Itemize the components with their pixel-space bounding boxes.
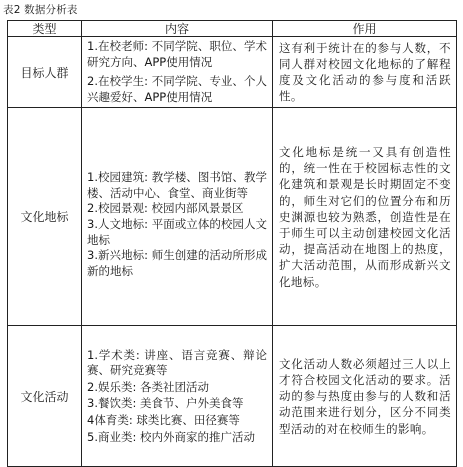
content-item: 1.学术类: 讲座、语言竞赛、辩论赛、研究竞赛等 [87,347,267,378]
header-content: 内容 [82,21,273,37]
content-item: 3.餐饮类: 美食节、户外美食等 [87,396,244,411]
data-analysis-table [7,20,457,467]
row-type-label: 目标人群 [8,37,82,108]
row-content [82,326,273,467]
row-role-text: 文化活动人数必须超过三人以上才符合校园文化活动的要求。活动的参与热度由参与的人数和活动范围来进行划分，区分不同类型活动的对在校师生的影响。 [273,326,457,467]
content-item: 2.在校学生: 不同学院、专业、个人兴趣爱好、APP使用情况 [87,74,267,104]
content-item: 2.娱乐类: 各类社团活动 [87,379,210,394]
header-type: 类型 [8,21,82,37]
table-header-row [8,21,457,37]
table-row-cultural-activities [8,326,457,467]
content-item: 3.人文地标: 平面或立体的校园人文地标 [87,217,267,247]
table-row-cultural-landmarks [8,108,457,326]
content-item: 1.校园建筑: 教学楼、图书馆、教学楼、活动中心、食堂、商业街等 [87,170,267,200]
row-content [82,37,273,108]
header-role: 作用 [273,21,457,37]
row-content [82,108,273,326]
row-role-text: 这有利于统计在的参与人数，不同人群对校园文化地标的了解程度及文化活动的参与度和活跃性。 [273,37,457,108]
content-item: 5.商业类: 校内外商家的推广活动 [87,429,256,444]
content-item: 3.新兴地标: 师生创建的活动所形成新的地标 [87,248,267,278]
content-item: 2.校园景观: 校园内部风景景区 [87,201,244,216]
content-item: 1.在校老师: 不同学院、职位、学术研究方向、APP使用情况 [87,39,267,69]
row-type-label: 文化活动 [8,326,82,467]
table-row-target-audience [8,37,457,108]
content-item: 4体育类: 球类比赛、田径赛等 [87,412,240,427]
row-role-text: 文化地标是统一又具有创造性的，统一性在于校园标志性的文化建筑和景观是长时期固定不变的，师生对它们的位置分布和历史渊源也较为熟悉，创造性是在于师生可以主动创建校园文化活动，提高活动在地图上的热度，扩大活动范围，从而形成新兴文化地标。 [273,108,457,326]
table-caption: 表2 数据分析表 [3,4,78,16]
row-type-label: 文化地标 [8,108,82,326]
